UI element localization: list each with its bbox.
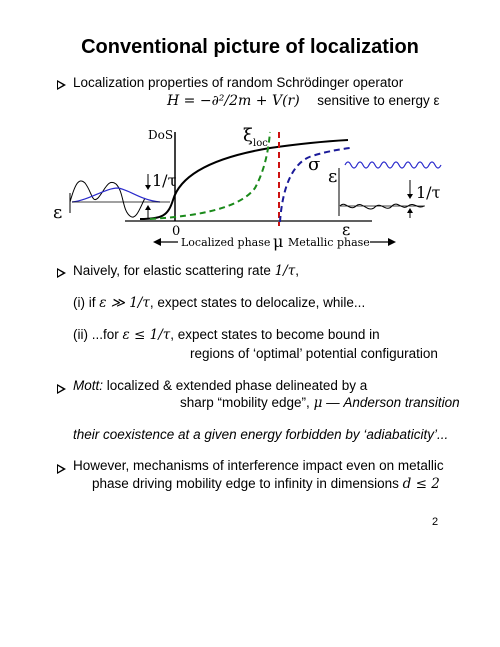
page-title: Conventional picture of localization bbox=[81, 36, 419, 58]
right-extended-wave bbox=[345, 162, 441, 168]
schrodinger-formula: H = −∂²/2m + V(r) bbox=[167, 93, 300, 109]
metallic-phase-label: Metallic phase bbox=[288, 236, 370, 249]
localization-diagram bbox=[50, 118, 460, 256]
right-arrow-head-up bbox=[407, 208, 413, 213]
left-arrow-head-up bbox=[145, 205, 151, 210]
bullet2-suffix: , bbox=[295, 263, 299, 278]
left-arrow-head-down bbox=[145, 185, 151, 190]
bullet4-line1: However, mechanisms of interference impact even on metallic bbox=[73, 458, 444, 473]
eps-axis-label: ε bbox=[342, 220, 351, 239]
bullet-marker bbox=[57, 268, 66, 278]
sigma-label: σ bbox=[308, 154, 321, 175]
scattering-rate: 1/τ bbox=[274, 263, 296, 279]
bullet1-line1: Localization properties of random Schrödinger operator bbox=[73, 75, 404, 90]
right-eps-label: ε bbox=[328, 166, 338, 187]
left-eps-label: ε bbox=[53, 202, 63, 223]
item-i-text bbox=[73, 295, 365, 311]
mobility-edge-symbol: μ bbox=[313, 395, 323, 411]
left-bound-state bbox=[72, 188, 160, 202]
bullet4-line2 bbox=[92, 476, 440, 492]
bullet4-line2-text: phase driving mobility edge to infinity in dimensions bbox=[92, 476, 403, 491]
mott-label: Mott: bbox=[73, 378, 104, 393]
bullet-marker bbox=[57, 384, 66, 394]
dimension-condition: d ≤ 2 bbox=[402, 476, 440, 492]
metallic-arrow-head bbox=[388, 238, 396, 246]
item-ii-prefix: (ii) ...for bbox=[73, 327, 123, 342]
item-i-suffix: , expect states to delocalize, while... bbox=[149, 295, 366, 310]
localized-arrow-head bbox=[153, 238, 161, 246]
bullet2-prefix: Naively, for elastic scattering rate bbox=[73, 263, 275, 278]
bullet2-text bbox=[73, 263, 299, 279]
localized-phase-label: Localized phase bbox=[181, 236, 271, 249]
xi-label: ξ bbox=[243, 125, 253, 146]
bullet3-text2a: sharp “mobility edge”, bbox=[180, 395, 314, 410]
item-ii-line2: regions of ‘optimal’ potential configuration bbox=[190, 346, 438, 361]
left-potential-wave bbox=[70, 181, 145, 217]
page-number: 2 bbox=[432, 516, 439, 528]
adiabaticity-note: their coexistence at a given energy forbidden by ‘adiabaticity’... bbox=[73, 427, 449, 442]
bullet1-line2 bbox=[167, 93, 440, 109]
item-i-prefix: (i) if bbox=[73, 295, 100, 310]
right-arrow-head-down bbox=[407, 194, 413, 199]
zero-label: 0 bbox=[172, 224, 181, 239]
right-inv-tau-label: 1/τ bbox=[416, 183, 441, 202]
xi-subscript: loc bbox=[253, 138, 268, 149]
bullet3-dash: — bbox=[322, 395, 344, 410]
item-i-math: ε ≫ 1/τ bbox=[99, 295, 150, 311]
left-inv-tau-label: 1/τ bbox=[152, 171, 177, 190]
bullet3-text1: localized & extended phase delineated by a bbox=[103, 378, 368, 393]
bullet3-line1 bbox=[73, 378, 367, 393]
bullet-marker bbox=[57, 464, 66, 474]
item-ii-text bbox=[73, 327, 380, 343]
bullet3-line2 bbox=[180, 395, 460, 411]
dos-label: DoS bbox=[148, 128, 174, 142]
item-ii-math: ε ≤ 1/τ bbox=[122, 327, 171, 343]
right-potential-wave bbox=[340, 204, 424, 209]
bullet1-line2-tail: sensitive to energy ε bbox=[317, 93, 440, 108]
anderson-transition-label: Anderson transition bbox=[343, 395, 460, 410]
item-ii-suffix: , expect states to become bound in bbox=[170, 327, 380, 342]
bullet-marker bbox=[57, 80, 66, 90]
mu-label: μ bbox=[273, 232, 284, 251]
